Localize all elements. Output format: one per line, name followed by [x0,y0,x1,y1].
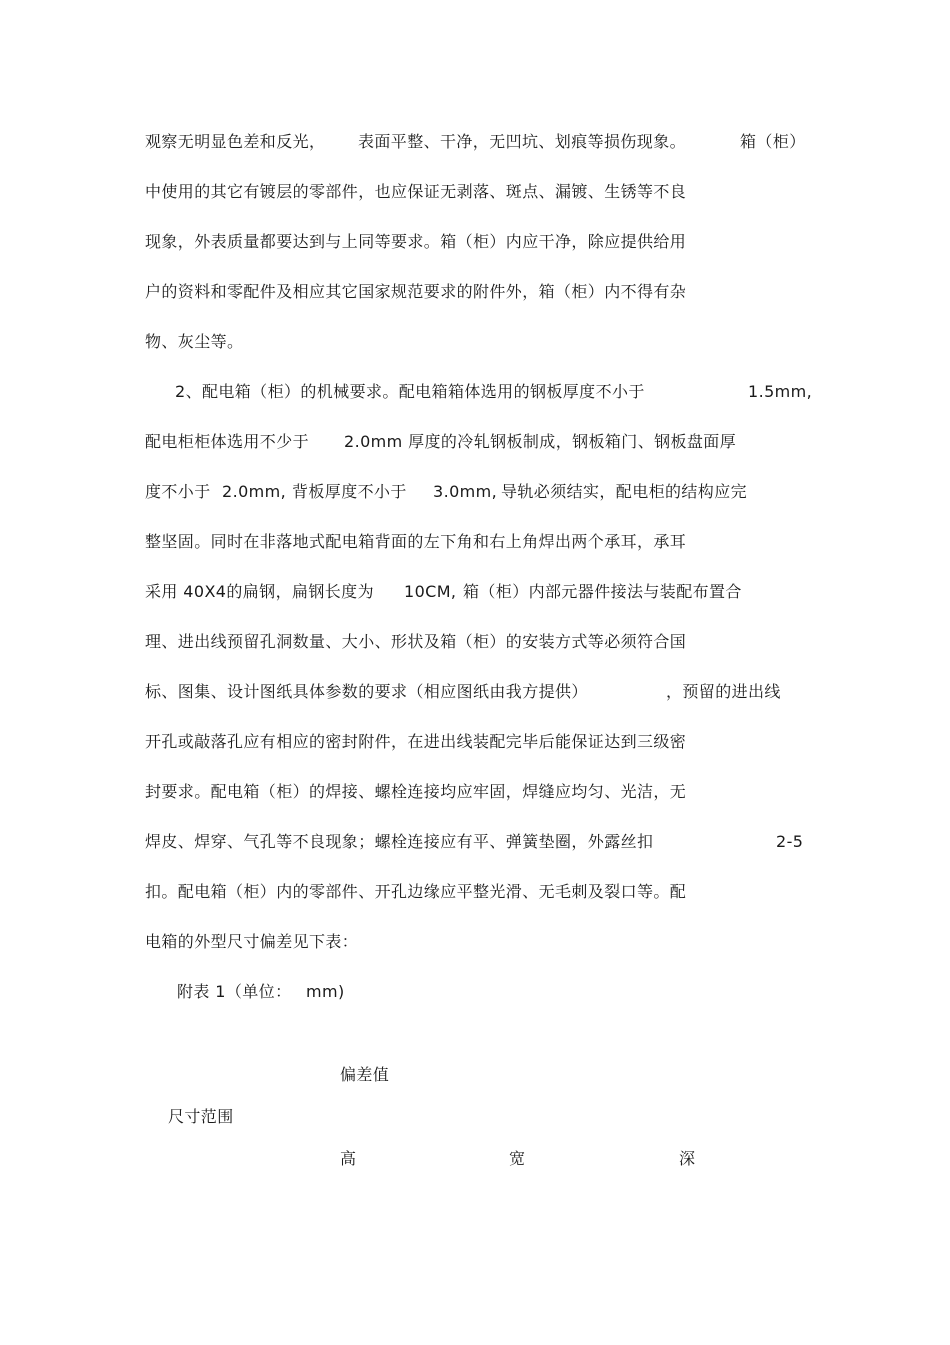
p1-line5: 物、灰尘等。 [145,332,244,351]
column-header-height: 高 [340,1149,357,1168]
p2-line12: 电箱的外型尺寸偏差见下表： [145,932,359,951]
p2-line10-a: 焊皮、焊穿、气孔等不良现象；螺栓连接应有平、弹簧垫圈，外露丝扣 [145,832,654,851]
p2-line11: 扣。配电箱（柜）内的零部件、开孔边缘应平整光滑、无毛刺及裂口等。配 [145,882,687,901]
p2-line7-b: ，预留的进出线 [666,682,781,701]
table-caption-label: 附表 1（单位： [177,982,292,1001]
table-caption-unit: mm) [306,982,345,1001]
p1-line2: 中使用的其它有镀层的零部件，也应保证无剥落、斑点、漏镀、生锈等不良 [145,182,687,201]
p1-line1-c: 箱（柜） [740,132,806,151]
column-header-depth: 深 [679,1149,696,1168]
p2-line10-b: 2-5 [776,832,804,851]
p2-line8: 开孔或敲落孔应有相应的密封附件，在进出线装配完毕后能保证达到三级密 [145,732,687,751]
p2-line3-a: 度不小于 [145,482,211,501]
p2-line9: 封要求。配电箱（柜）的焊接、螺栓连接均应牢固，焊缝应均匀、光洁，无 [145,782,687,801]
p1-line3: 现象，外表质量都要达到与上同等要求。箱（柜）内应干净，除应提供给用 [145,232,687,251]
p1-line4: 户的资料和零配件及相应其它国家规范要求的附件外，箱（柜）内不得有杂 [145,282,687,301]
p2-line3-d: 3.0mm, [433,482,498,501]
p2-line7-a: 标、图集、设计图纸具体参数的要求（相应图纸由我方提供） [145,682,588,701]
p2-line1-b: 1.5mm, [748,382,813,401]
p2-line5-c: 箱（柜）内部元器件接法与装配布置合 [463,582,742,601]
p2-line6: 理、进出线预留孔洞数量、大小、形状及箱（柜）的安装方式等必须符合国 [145,632,687,651]
p2-line5-a: 采用 40X4的扁钢，扁钢长度为 [145,582,374,601]
p2-line3-e: 导轨必须结实，配电柜的结构应完 [501,482,748,501]
p1-line1-a: 观察无明显色差和反光， [145,132,326,151]
deviation-header: 偏差值 [340,1065,390,1084]
p2-line1-a: 2、配电箱（柜）的机械要求。配电箱箱体选用的钢板厚度不小于 [175,382,645,401]
p2-line2-a: 配电柜柜体选用不少于 [145,432,310,451]
size-range-header: 尺寸范围 [168,1107,234,1126]
p1-line1-b: 表面平整、干净，无凹坑、划痕等损伤现象。 [358,132,687,151]
column-header-width: 宽 [509,1149,526,1168]
p2-line3-c: 背板厚度不小于 [292,482,407,501]
p2-line3-b: 2.0mm, [222,482,287,501]
p2-line5-b: 10CM, [404,582,457,601]
p2-line2-b: 2.0mm 厚度的冷轧钢板制成，钢板箱门、钢板盘面厚 [344,432,737,451]
p2-line4: 整坚固。同时在非落地式配电箱背面的左下角和右上角焊出两个承耳，承耳 [145,532,687,551]
